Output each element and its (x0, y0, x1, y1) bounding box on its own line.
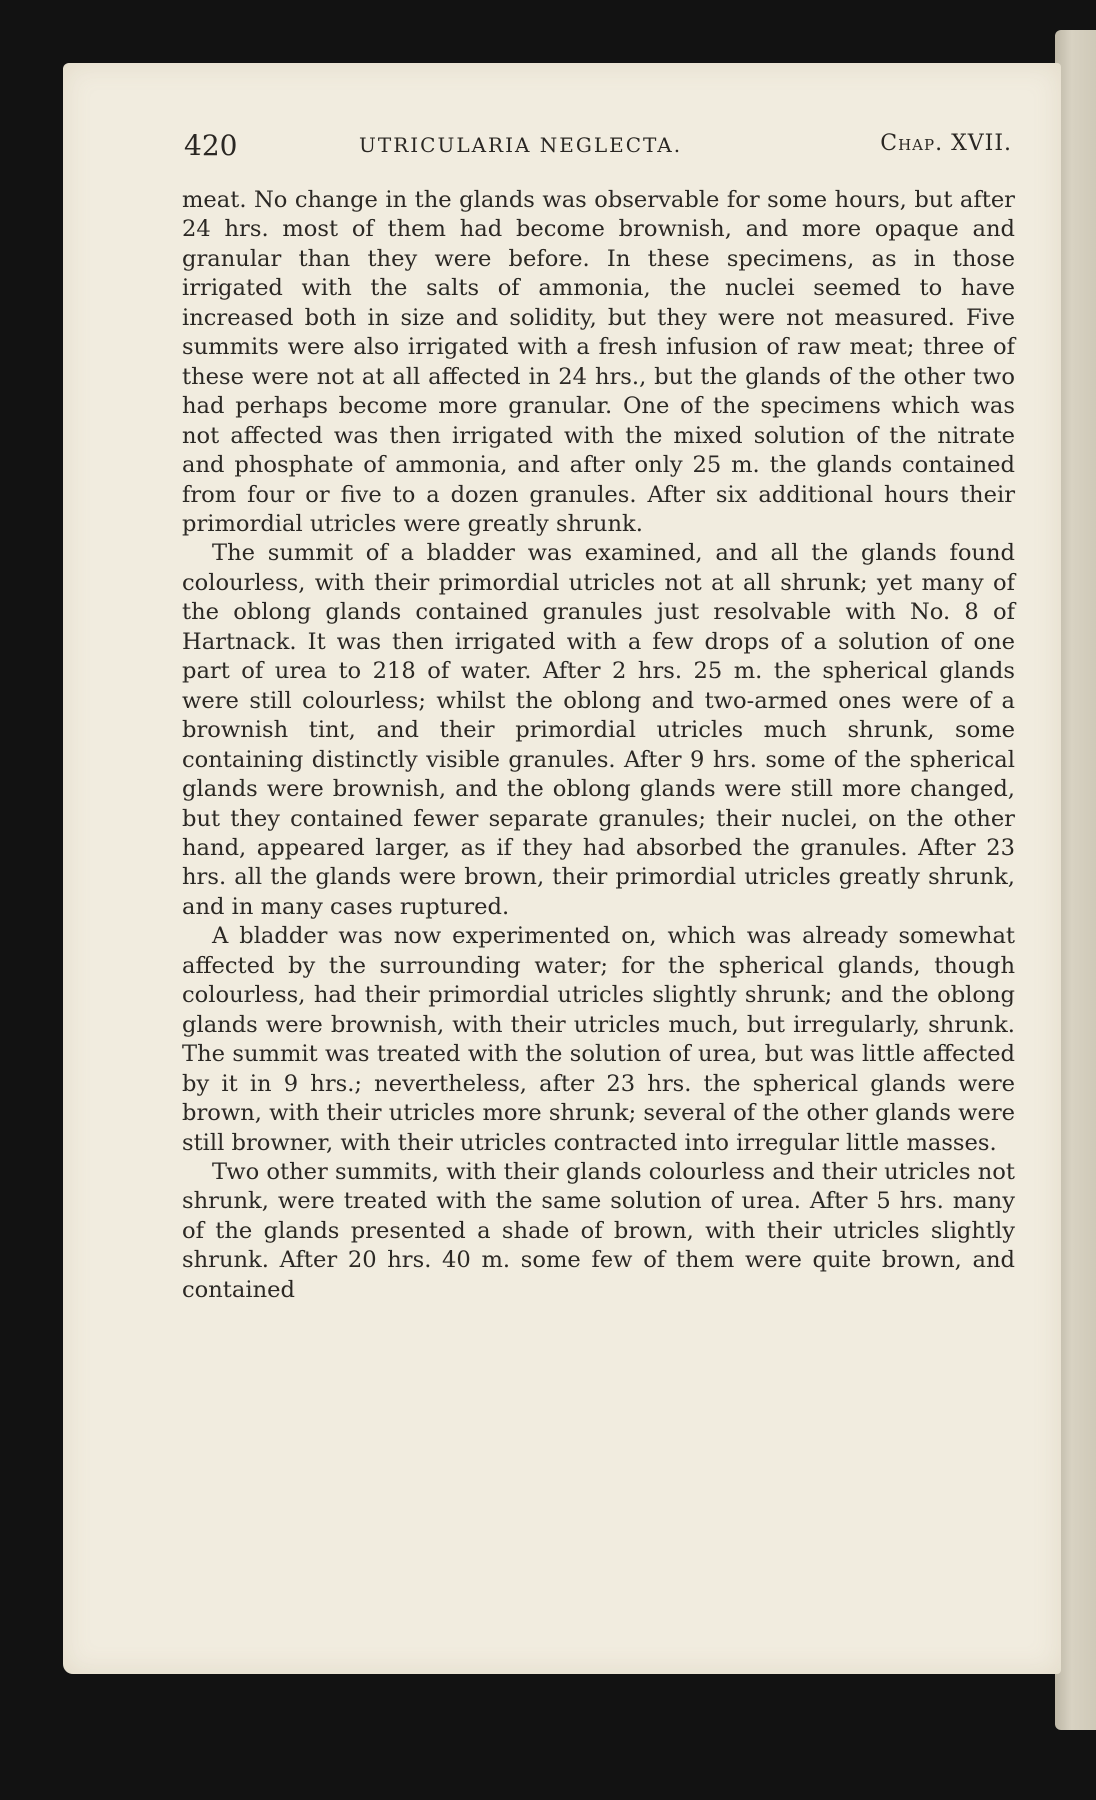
chapter-label: Chap. XVII. (880, 131, 1012, 156)
page-number: 420 (184, 129, 238, 162)
running-head (184, 127, 1012, 167)
paragraph: A bladder was now experimented on, which was already somewhat affected by the surrounding water; for the spherical glands, though colourless, had their primordial utricles slightly shrunk; and the oblong glands were brownish, with their utricles much, but irregularly, shrunk. The summit was treated with the solution of urea, but was little affected by it in 9 hrs.; nevertheless, after 23 hrs. the spherical glands were brown, with their utricles more shrunk; several of the other glands were still browner, with their utricles contracted into irregular little masses. (182, 923, 1015, 1156)
running-title: UTRICULARIA NEGLECTA. (359, 133, 683, 157)
paragraph-continued: meat. No change in the glands was observable for some hours, but after 24 hrs. most of them had become brownish, and more opaque and granular than they were before. In these specimens, as in those irrigated with the salts of ammonia, the nuclei seemed to have increased both in size and solidity, but they were not measured. Five summits were also irrigated with a fresh infusion of raw meat; three of these were not at all affected in 24 hrs., but the glands of the other two had perhaps become more granular. One of the specimens which was not affected was then irrigated with the mixed solution of the nitrate and phosphate of ammonia, and after only 25 m. the glands contained from four or five to a dozen granules. After six additional hours their primordial utricles were greatly shrunk. (182, 187, 1015, 537)
body-text (182, 186, 1015, 1305)
paragraph: Two other summits, with their glands colourless and their utricles not shrunk, were treated with the same solution of urea. After 5 hrs. many of the glands presented a shade of brown, with their utricles slightly shrunk. After 20 hrs. 40 m. some few of them were quite brown, and contained (182, 1158, 1015, 1303)
adjacent-page-edge (1055, 30, 1096, 1730)
paragraph: The summit of a bladder was examined, and all the glands found colourless, with their primordial utricles not at all shrunk; yet many of the oblong glands contained granules just resolvable with No. 8 of Hartnack. It was then irrigated with a few drops of a solution of one part of urea to 218 of water. After 2 hrs. 25 m. the spherical glands were still colourless; whilst the oblong and two-armed ones were of a brownish tint, and their primordial utricles much shrunk, some containing distinctly visible granules. After 9 hrs. some of the spherical glands were brownish, and the oblong glands were still more changed, but they contained fewer separate granules; their nuclei, on the other hand, appeared larger, as if they had absorbed the granules. After 23 hrs. all the glands were brown, their primordial utricles greatly shrunk, and in many cases ruptured. (182, 540, 1015, 920)
